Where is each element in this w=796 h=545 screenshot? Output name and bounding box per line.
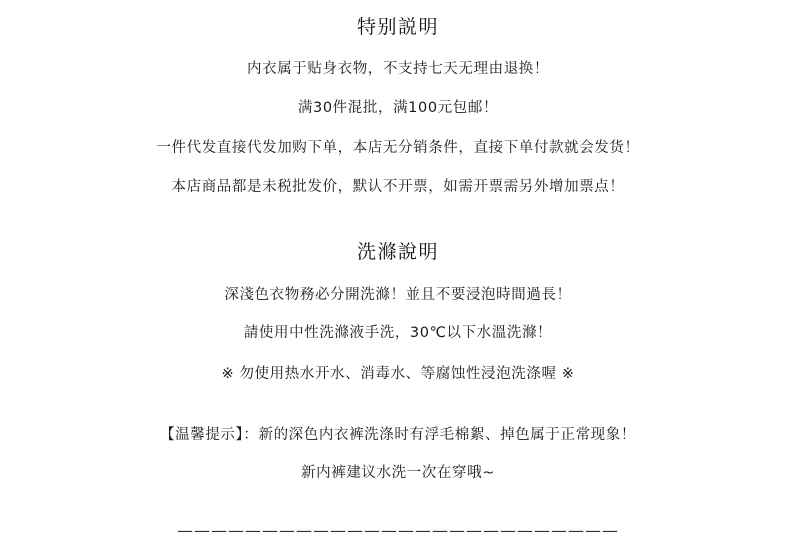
bottom-dashed-divider: —————————————————————————— bbox=[177, 521, 619, 540]
special-notice-title: 特别説明 bbox=[356, 16, 439, 38]
washing-line-2: 請使用中性洗滌液手洗，30℃以下水溫洗滌！ bbox=[243, 325, 553, 341]
special-notice-line-3: 一件代发直接代发加购下单，本店无分销条件，直接下单付款就会发货！ bbox=[156, 140, 640, 156]
warm-tip-followup: 新内裤建议水洗一次在穿哦~ bbox=[301, 465, 495, 481]
special-notice-line-1: 内衣属于贴身衣物，不支持七天无理由退换！ bbox=[247, 61, 549, 77]
special-notice-line-2: 满30件混批，满100元包邮！ bbox=[297, 100, 499, 116]
washing-line-1: 深淺色衣物務必分開洗滌！並且不要浸泡時間過長！ bbox=[224, 287, 572, 303]
special-notice-line-4: 本店商品都是未税批发价，默认不开票，如需开票需另外增加票点！ bbox=[171, 179, 625, 195]
washing-warning-line: ※ 勿使用热水开水、消毒水、等腐蚀性浸泡洗涤喔 ※ bbox=[221, 366, 575, 382]
warm-tip-line: 【温馨提示】：新的深色内衣裤洗涤时有浮毛棉絮、掉色属于正常现象！ bbox=[160, 427, 636, 443]
washing-instructions-title: 洗滌說明 bbox=[356, 241, 439, 263]
